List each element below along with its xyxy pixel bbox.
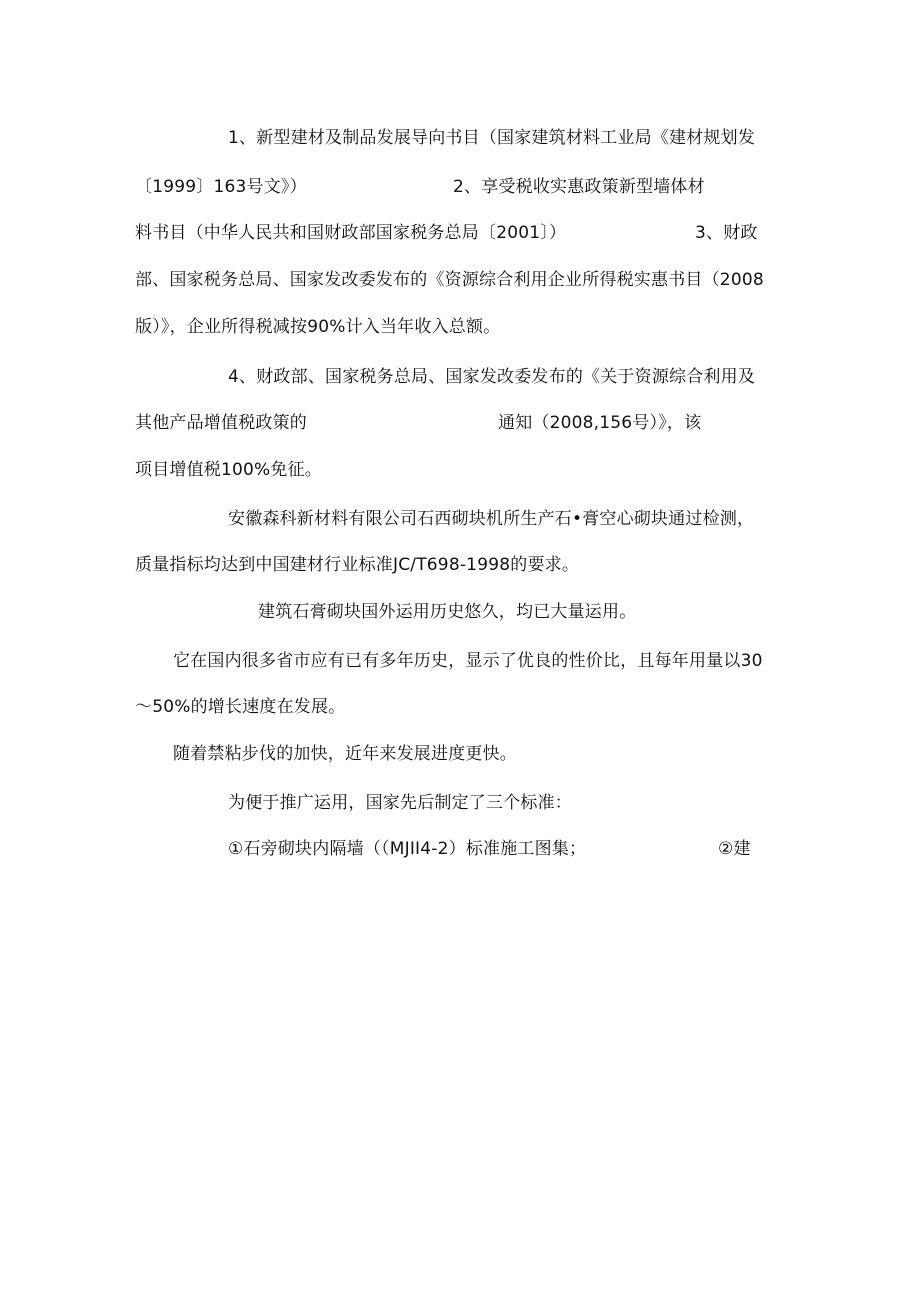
paragraph-3-line-2: 部、国家税务总局、国家发改委发布的《资源综合利用企业所得税实惠书目（2008	[135, 270, 764, 290]
paragraph-9: 为便于推广运用，国家先后制定了三个标准：	[228, 793, 572, 813]
paragraph-7-line-1: 它在国内很多省市应有已有多年历史，显示了优良的性价比，且每年用量以30	[173, 651, 763, 671]
paragraph-8: 随着禁粘步伐的加快，近年来发展进度更快。	[173, 744, 517, 764]
standard-item-1: ①石旁砌块内隔墙（（MJII4-2）标准施工图集；	[228, 839, 587, 859]
paragraph-1-line-1: 1、新型建材及制品发展导向书目（国家建筑材料工业局《建材规划发	[228, 128, 756, 148]
paragraph-3-line-1: 3、财政	[695, 223, 758, 243]
paragraph-4-line-1: 4、财政部、国家税务总局、国家发改委发布的《关于资源综合利用及	[228, 367, 756, 387]
paragraph-4-line-3: 项目增值税100%免征。	[135, 460, 323, 480]
paragraph-2-line-1: 2、享受税收实惠政策新型墙体材	[453, 177, 705, 197]
paragraph-1-line-2: 〔1999〕163号文》）	[135, 177, 307, 197]
paragraph-5-line-2: 质量指标均达到中国建材行业标准JC/T698-1998的要求。	[135, 555, 580, 575]
paragraph-3-line-3: 版）》，企业所得税减按90%计入当年收入总额。	[135, 317, 501, 337]
paragraph-2-line-2: 料书目（中华人民共和国财政部国家税务总局〔2001〕）	[135, 223, 567, 243]
paragraph-6: 建筑石膏砌块国外运用历史悠久，均已大量运用。	[258, 602, 637, 622]
standard-item-2: ②建	[718, 839, 751, 859]
paragraph-4-line-2b: 通知（2008,156号）》，该	[498, 413, 702, 433]
paragraph-4-line-2: 其他产品增值税政策的	[135, 413, 307, 433]
paragraph-5-line-1: 安徽森科新材料有限公司石西砌块机所生产石•膏空心砌块通过检测，	[228, 509, 755, 529]
paragraph-7-line-2: ～50%的增长速度在发展。	[135, 697, 346, 717]
